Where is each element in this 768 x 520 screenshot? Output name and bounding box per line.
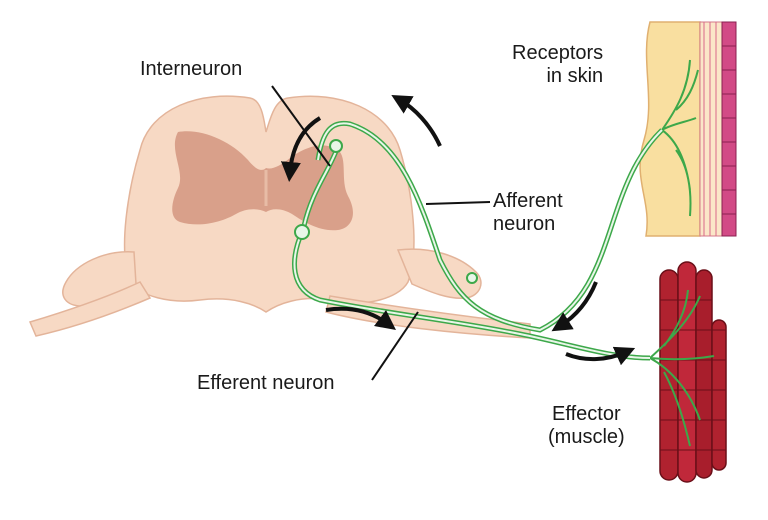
- arrow-afferent-up: [400, 100, 440, 146]
- muscle-effector: [650, 262, 726, 482]
- interneuron-label: Interneuron: [140, 58, 243, 80]
- muscle-fiber: [660, 270, 678, 480]
- receptors-label-line2: in skin: [546, 65, 604, 87]
- afferent-neuron-label: [493, 190, 563, 236]
- efferent-cell-body: [295, 225, 309, 239]
- effector-label: [548, 403, 625, 449]
- skin-dermis: [700, 22, 722, 236]
- afferent-cell-body: [467, 273, 477, 283]
- receptors-label-line1: Receptors: [512, 42, 604, 64]
- skin-section: [640, 22, 736, 236]
- efferent-neuron-label: Efferent neuron: [197, 372, 335, 394]
- effector-label-line1: Effector: [552, 403, 621, 425]
- arrow-skin-to-cord: [560, 282, 596, 326]
- spinal-cord: [30, 96, 530, 338]
- afferent-label-line1: Afferent: [493, 190, 563, 212]
- afferent-leader: [426, 202, 490, 204]
- receptors-label: [512, 42, 603, 88]
- afferent-label-line2: neuron: [493, 213, 556, 235]
- effector-label-line2: (muscle): [548, 426, 625, 448]
- interneuron-synapse: [330, 140, 342, 152]
- skin-epidermis: [722, 22, 736, 236]
- muscle-fiber: [712, 320, 726, 470]
